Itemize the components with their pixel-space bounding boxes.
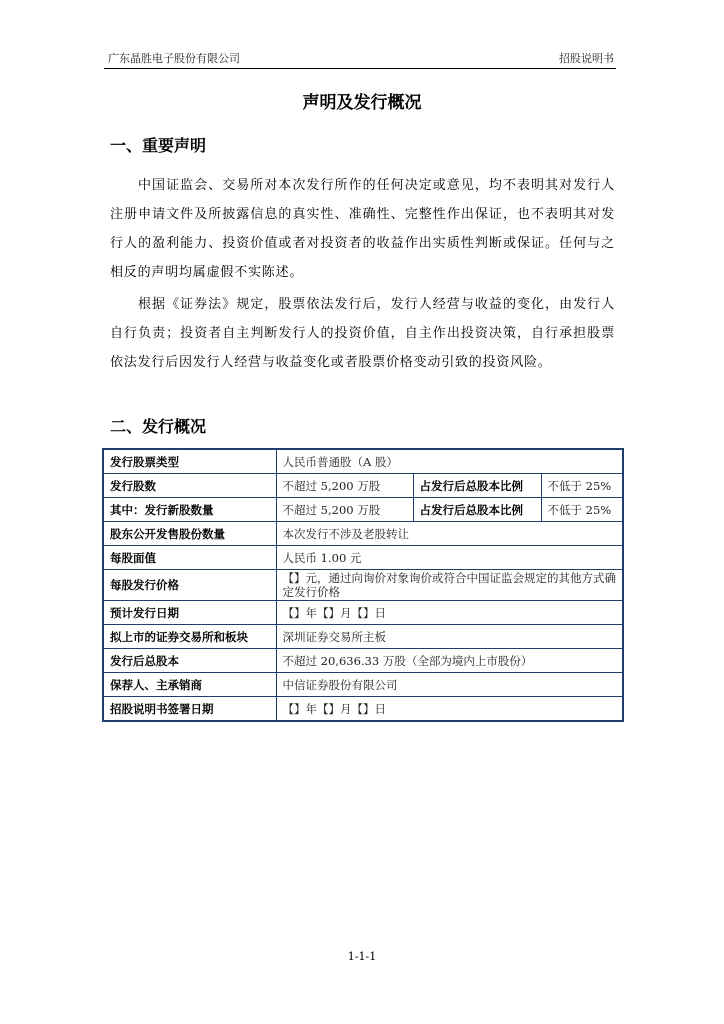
row-value-share-type: 人民币普通股（A 股） xyxy=(276,449,623,474)
row-value-sponsor: 中信证券股份有限公司 xyxy=(276,673,623,697)
table-row xyxy=(103,649,623,673)
table-row xyxy=(103,625,623,649)
row-value-shareholder-sale: 本次发行不涉及老股转让 xyxy=(276,522,623,546)
section-heading-offering-overview: 二、发行概况 xyxy=(110,417,207,436)
table-row xyxy=(103,697,623,722)
header-document-type: 招股说明书 xyxy=(559,52,614,65)
page-number: 1-1-1 xyxy=(347,950,377,963)
row-label-exchange-board: 拟上市的证券交易所和板块 xyxy=(103,625,276,649)
statement-paragraph-1: 中国证监会、交易所对本次发行所作的任何决定或意见，均不表明其对发行人注册申请文件及所披露信息的真实性、准确性、完整性作出保证，也不表明其对发行人的盈利能力、投资价值或者对投资者的收益作出实质性判断或保证。任何与之相反的声明均属虚假不实陈述。 xyxy=(110,178,615,280)
row-value-total-shares: 不超过 20,636.33 万股（全部为境内上市股份） xyxy=(276,649,623,673)
offering-overview-table xyxy=(102,448,624,722)
row-value-new-shares-ratio: 不低于 25% xyxy=(541,498,623,522)
row-label-share-type: 发行股票类型 xyxy=(103,449,276,474)
statement-paragraph-2: 根据《证券法》规定，股票依法发行后，发行人经营与收益的变化，由发行人自行负责；投资者自主判断发行人的投资价值，自主作出投资决策，自行承担股票依法发行后因发行人经营与收益变化或者股票价格变动引致的投资风险。 xyxy=(110,297,615,370)
row-value-ratio-post-issue: 不低于 25% xyxy=(541,474,623,498)
table-row xyxy=(103,498,623,522)
row-label-par-value: 每股面值 xyxy=(103,546,276,570)
table-row xyxy=(103,601,623,625)
table-row xyxy=(103,570,623,601)
row-value-par-value: 人民币 1.00 元 xyxy=(276,546,623,570)
table-row xyxy=(103,673,623,697)
row-value-signing-date: 【】年【】月【】日 xyxy=(276,697,623,722)
row-value-exchange-board: 深圳证券交易所主板 xyxy=(276,625,623,649)
row-label-issue-date: 预计发行日期 xyxy=(103,601,276,625)
page-title: 声明及发行概况 xyxy=(302,93,422,113)
table-row xyxy=(103,546,623,570)
table-row xyxy=(103,474,623,498)
table-row xyxy=(103,449,623,474)
row-value-new-shares: 不超过 5,200 万股 xyxy=(276,498,413,522)
row-label-signing-date: 招股说明书签署日期 xyxy=(103,697,276,722)
row-value-issue-date: 【】年【】月【】日 xyxy=(276,601,623,625)
row-value-issue-price: 【】元，通过向询价对象询价或符合中国证监会规定的其他方式确定发行价格 xyxy=(276,570,623,601)
header-company-name: 广东晶胜电子股份有限公司 xyxy=(108,52,240,65)
header-divider xyxy=(104,68,616,69)
row-label-issue-price: 每股发行价格 xyxy=(103,570,276,601)
row-label-total-shares: 发行后总股本 xyxy=(103,649,276,673)
table-row xyxy=(103,522,623,546)
row-label-ratio-post-issue: 占发行后总股本比例 xyxy=(413,474,541,498)
row-label-new-shares: 其中：发行新股数量 xyxy=(103,498,276,522)
page-header xyxy=(104,52,616,68)
row-label-shares-issued: 发行股数 xyxy=(103,474,276,498)
row-label-shareholder-sale: 股东公开发售股份数量 xyxy=(103,522,276,546)
row-label-sponsor: 保荐人、主承销商 xyxy=(103,673,276,697)
row-value-shares-issued: 不超过 5,200 万股 xyxy=(276,474,413,498)
row-label-new-shares-ratio: 占发行后总股本比例 xyxy=(413,498,541,522)
section-heading-important-statement: 一、重要声明 xyxy=(110,136,207,155)
